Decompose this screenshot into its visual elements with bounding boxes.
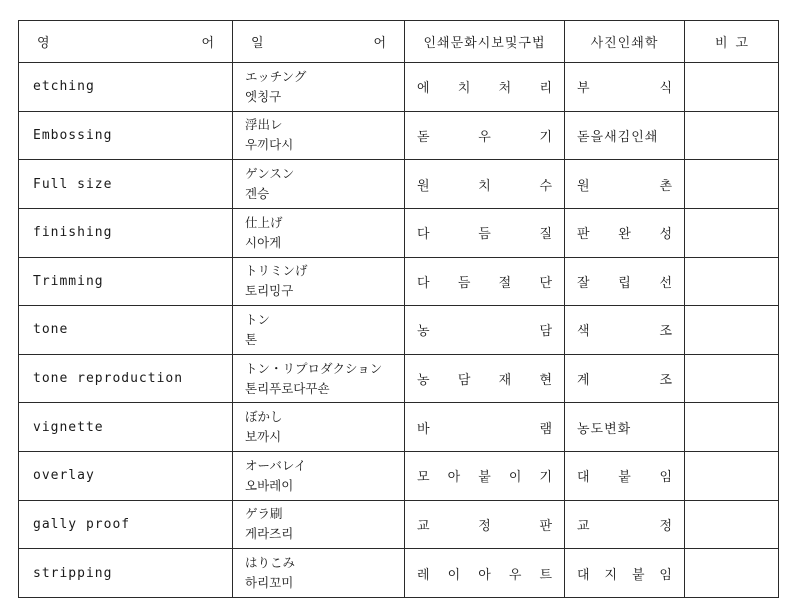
japanese-term-kana: 浮出レ xyxy=(245,117,283,133)
header-english xyxy=(19,21,233,63)
japanese-term-kana: オーバレイ xyxy=(245,457,307,473)
spaced-glyph: 비 xyxy=(714,36,728,51)
spaced-glyph: 고 xyxy=(735,36,749,51)
korean-photo-term xyxy=(565,306,685,355)
korean-photo-term xyxy=(565,160,685,209)
spaced-glyph: 계 xyxy=(577,373,590,389)
spaced-glyph: 레 xyxy=(417,567,430,583)
japanese-term xyxy=(233,549,405,598)
spaced-glyph: 우 xyxy=(508,567,522,583)
korean-photo-term xyxy=(565,549,685,598)
japanese-term-kana: トン xyxy=(245,311,271,327)
spaced-glyph: 듬 xyxy=(457,275,471,291)
spaced-glyph: 잘 xyxy=(577,275,590,291)
remarks-cell xyxy=(685,403,779,452)
korean-print-term xyxy=(405,160,565,209)
table-row xyxy=(19,208,779,257)
korean-print-term xyxy=(405,63,565,112)
spaced-glyph: 수 xyxy=(539,178,552,194)
korean-print-term xyxy=(405,208,565,257)
header-remarks xyxy=(685,21,779,63)
spaced-glyph: 기 xyxy=(539,129,552,145)
korean-print-term xyxy=(405,500,565,549)
remarks-cell xyxy=(685,452,779,501)
header-photo-printing: 사진인쇄학 xyxy=(565,21,685,63)
terminology-table xyxy=(18,20,779,598)
spaced-glyph: 모 xyxy=(417,470,430,486)
korean-print-term xyxy=(405,306,565,355)
spaced-glyph: 성 xyxy=(659,227,672,243)
spaced-glyph: 에 xyxy=(417,81,430,97)
english-term: Full size xyxy=(19,160,233,209)
spaced-glyph: 농 xyxy=(417,373,430,389)
japanese-term-kana: ゲラ刷 xyxy=(245,506,283,522)
remarks-cell xyxy=(685,306,779,355)
spaced-glyph: 듬 xyxy=(478,227,491,243)
japanese-term xyxy=(233,160,405,209)
korean-photo-term xyxy=(565,208,685,257)
japanese-term-reading: 토리밍구 xyxy=(245,283,294,299)
spaced-glyph: 단 xyxy=(539,275,552,291)
spaced-glyph: 처 xyxy=(498,81,512,97)
korean-print-term xyxy=(405,549,565,598)
japanese-term-reading: 오바레이 xyxy=(245,477,294,493)
header-print-culture: 인쇄문화시보및구법 xyxy=(405,21,565,63)
spaced-glyph: 현 xyxy=(539,373,552,389)
japanese-term xyxy=(233,208,405,257)
korean-photo-term xyxy=(565,500,685,549)
spaced-glyph: 치 xyxy=(478,178,491,194)
remarks-cell xyxy=(685,208,779,257)
japanese-term-reading: 게라즈리 xyxy=(245,526,294,542)
spaced-glyph: 정 xyxy=(478,518,491,534)
japanese-term xyxy=(233,111,405,160)
spaced-glyph: 부 xyxy=(577,81,590,97)
english-term: vignette xyxy=(19,403,233,452)
table-row xyxy=(19,500,779,549)
spaced-glyph: 질 xyxy=(539,227,552,243)
japanese-term xyxy=(233,354,405,403)
table-row xyxy=(19,452,779,501)
japanese-term-reading: 시아게 xyxy=(245,234,282,250)
spaced-glyph: 판 xyxy=(577,227,590,243)
spaced-glyph: 판 xyxy=(539,518,552,534)
spaced-glyph: 선 xyxy=(659,275,672,291)
spaced-glyph: 색 xyxy=(577,324,590,340)
spaced-glyph: 트 xyxy=(539,567,552,583)
spaced-glyph: 원 xyxy=(577,178,590,194)
spaced-glyph: 정 xyxy=(659,518,672,534)
header-row xyxy=(19,21,779,63)
english-term: stripping xyxy=(19,549,233,598)
japanese-term-reading: 하리꼬미 xyxy=(245,575,294,591)
remarks-cell xyxy=(685,549,779,598)
spaced-glyph: 일 xyxy=(251,36,264,51)
korean-print-term xyxy=(405,403,565,452)
spaced-glyph: 조 xyxy=(659,324,672,340)
korean-print-term xyxy=(405,452,565,501)
english-term: etching xyxy=(19,63,233,112)
japanese-term xyxy=(233,63,405,112)
japanese-term-kana: ゲンスン xyxy=(245,166,295,182)
spaced-glyph: 지 xyxy=(604,567,618,583)
table-row xyxy=(19,306,779,355)
remarks-cell xyxy=(685,160,779,209)
spaced-glyph: 치 xyxy=(457,81,471,97)
table-row xyxy=(19,111,779,160)
spaced-glyph: 완 xyxy=(618,227,631,243)
table-row xyxy=(19,354,779,403)
spaced-glyph: 임 xyxy=(659,567,672,583)
english-term: gally proof xyxy=(19,500,233,549)
table-row xyxy=(19,403,779,452)
spaced-glyph: 돋 xyxy=(417,129,430,145)
spaced-glyph: 교 xyxy=(417,518,430,534)
japanese-term-reading: 우끼다시 xyxy=(245,137,294,153)
english-term: Embossing xyxy=(19,111,233,160)
korean-photo-term xyxy=(565,63,685,112)
spaced-glyph: 대 xyxy=(577,470,590,486)
remarks-cell xyxy=(685,500,779,549)
korean-photo-term: 돋을새김인쇄 xyxy=(565,111,685,160)
spaced-glyph: 교 xyxy=(577,518,590,534)
japanese-term-kana: トリミンげ xyxy=(245,263,308,279)
spaced-glyph: 대 xyxy=(577,567,590,583)
japanese-term xyxy=(233,403,405,452)
spaced-glyph: 리 xyxy=(539,81,552,97)
japanese-term xyxy=(233,306,405,355)
japanese-term-reading: 엣칭구 xyxy=(245,88,282,104)
japanese-term-kana: エッチング xyxy=(245,68,307,84)
spaced-glyph: 아 xyxy=(447,470,461,486)
remarks-cell xyxy=(685,257,779,306)
korean-photo-term xyxy=(565,257,685,306)
japanese-term xyxy=(233,500,405,549)
english-term: tone reproduction xyxy=(19,354,233,403)
japanese-term-reading: 톤 xyxy=(245,331,258,347)
japanese-term-reading: 보까시 xyxy=(245,429,282,445)
spaced-glyph: 원 xyxy=(417,178,430,194)
spaced-glyph: 어 xyxy=(373,36,386,51)
english-term: tone xyxy=(19,306,233,355)
header-japanese xyxy=(233,21,405,63)
spaced-glyph: 식 xyxy=(659,81,672,97)
japanese-term-reading: 톤리푸로다꾸숀 xyxy=(245,380,330,396)
spaced-glyph: 램 xyxy=(539,421,552,437)
korean-print-term xyxy=(405,111,565,160)
spaced-glyph: 재 xyxy=(498,373,512,389)
spaced-glyph: 절 xyxy=(498,275,512,291)
table-row xyxy=(19,63,779,112)
remarks-cell xyxy=(685,63,779,112)
spaced-glyph: 립 xyxy=(618,275,631,291)
remarks-cell xyxy=(685,354,779,403)
korean-print-term xyxy=(405,354,565,403)
korean-photo-term xyxy=(565,452,685,501)
japanese-term xyxy=(233,257,405,306)
japanese-term-kana: 仕上げ xyxy=(245,214,283,230)
spaced-glyph: 촌 xyxy=(659,178,672,194)
spaced-glyph: 아 xyxy=(478,567,491,583)
spaced-glyph: 붙 xyxy=(631,567,645,583)
english-term: Trimming xyxy=(19,257,233,306)
spaced-glyph: 어 xyxy=(201,36,214,51)
spaced-glyph: 기 xyxy=(539,470,552,486)
table-row xyxy=(19,257,779,306)
spaced-glyph: 이 xyxy=(508,470,522,486)
spaced-glyph: 바 xyxy=(417,421,430,437)
japanese-term-kana: はりこみ xyxy=(245,555,296,571)
japanese-term-reading: 겐승 xyxy=(245,186,270,202)
english-term: overlay xyxy=(19,452,233,501)
spaced-glyph: 조 xyxy=(659,373,672,389)
korean-print-term xyxy=(405,257,565,306)
spaced-glyph: 농 xyxy=(417,324,430,340)
remarks-cell xyxy=(685,111,779,160)
spaced-glyph: 다 xyxy=(417,275,430,291)
spaced-glyph: 임 xyxy=(659,470,672,486)
spaced-glyph: 붙 xyxy=(478,470,491,486)
spaced-glyph: 담 xyxy=(457,373,471,389)
spaced-glyph: 붙 xyxy=(618,470,631,486)
spaced-glyph: 다 xyxy=(417,227,430,243)
korean-photo-term: 농도변화 xyxy=(565,403,685,452)
spaced-glyph: 영 xyxy=(37,36,50,51)
english-term: finishing xyxy=(19,208,233,257)
japanese-term xyxy=(233,452,405,501)
table-row xyxy=(19,549,779,598)
spaced-glyph: 우 xyxy=(478,129,491,145)
korean-photo-term xyxy=(565,354,685,403)
table-row xyxy=(19,160,779,209)
japanese-term-kana: トン・リプロダクション xyxy=(245,360,383,376)
spaced-glyph: 이 xyxy=(447,567,461,583)
japanese-term-kana: ぼかし xyxy=(245,409,283,425)
spaced-glyph: 담 xyxy=(539,324,552,340)
